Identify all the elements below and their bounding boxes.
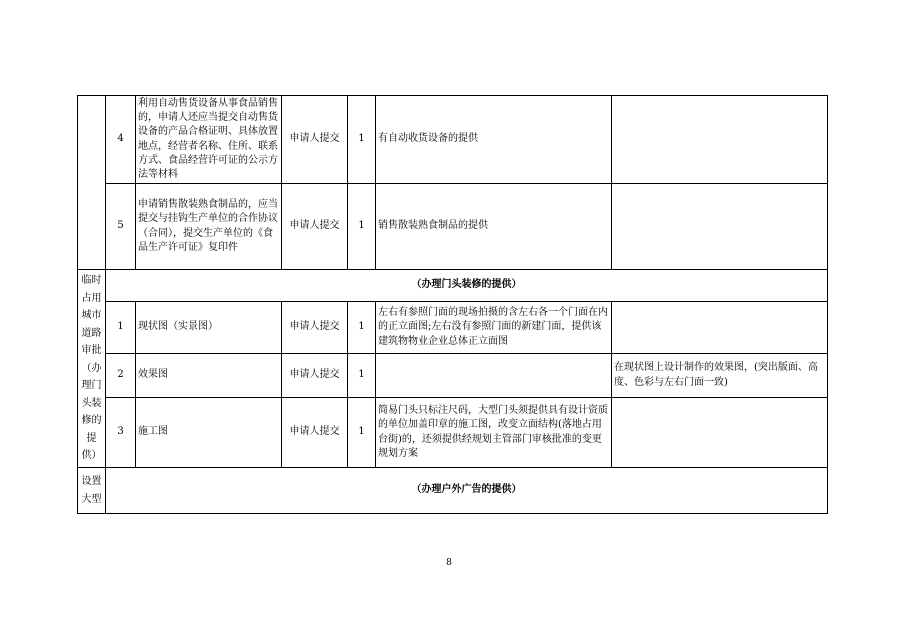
note: 在现状图上设计制作的效果图，(突出版面、高度、色彩与左右门面一致) (612, 354, 828, 398)
section-heading: （办理户外广告的提供） (106, 468, 828, 514)
row-number: 1 (106, 302, 136, 354)
section-heading: （办理门头装修的提供） (106, 270, 828, 302)
copies: 1 (348, 302, 376, 354)
copies: 1 (348, 398, 376, 468)
condition (376, 354, 612, 398)
submitter: 申请人提交 (282, 354, 348, 398)
condition: 销售散装熟食制品的提供 (376, 184, 612, 270)
page-number: 8 (446, 558, 452, 568)
row-number: 5 (106, 184, 136, 270)
row-number: 2 (106, 354, 136, 398)
material-name: 施工图 (136, 398, 282, 468)
material-name: 利用自动售货设备从事食品销售的，申请人还应当提交自动售货设备的产品合格证明、具体放置地点，经营者名称、住所、联系方式、食品经营许可证的公示方法等材料 (136, 96, 282, 184)
table-row (78, 398, 828, 468)
category-cell-blank (78, 96, 106, 270)
material-name: 现状图（实景图） (136, 302, 282, 354)
material-name: 申请销售散装熟食制品的，应当提交与挂钩生产单位的合作协议（合同），提交生产单位的《食品生产许可证》复印件 (136, 184, 282, 270)
category-label: 临时占用城市道路审批（办理门头装修的提供） (81, 275, 102, 462)
copies: 1 (348, 96, 376, 184)
table-row (78, 354, 828, 398)
category-cell (78, 468, 106, 514)
note (612, 96, 828, 184)
row-number: 4 (106, 96, 136, 184)
table-row (78, 302, 828, 354)
note (612, 302, 828, 354)
submitter: 申请人提交 (282, 96, 348, 184)
table-row (78, 184, 828, 270)
table-row (78, 96, 828, 184)
row-number: 3 (106, 398, 136, 468)
category-cell (78, 270, 106, 468)
submitter: 申请人提交 (282, 184, 348, 270)
section-heading-row (78, 468, 828, 514)
note (612, 398, 828, 468)
condition: 简易门头只标注尺码，大型门头须提供具有设计资质的单位加盖印章的施工图，改变立面结构(落地占用台街)的，还须提供经规划主管部门审核批准的变更规划方案 (376, 398, 612, 468)
note (612, 184, 828, 270)
section-heading-row (78, 270, 828, 302)
requirements-table (77, 95, 828, 514)
copies: 1 (348, 354, 376, 398)
submitter: 申请人提交 (282, 398, 348, 468)
copies: 1 (348, 184, 376, 270)
condition: 左右有参照门面的现场拍摄的含左右各一个门面在内的正立面图;左右没有参照门面的新建门面，提供该建筑物物业企业总体正立面图 (376, 302, 612, 354)
condition: 有自动收货设备的提供 (376, 96, 612, 184)
submitter: 申请人提交 (282, 302, 348, 354)
material-name: 效果图 (136, 354, 282, 398)
category-label: 设置大型 (81, 476, 102, 505)
